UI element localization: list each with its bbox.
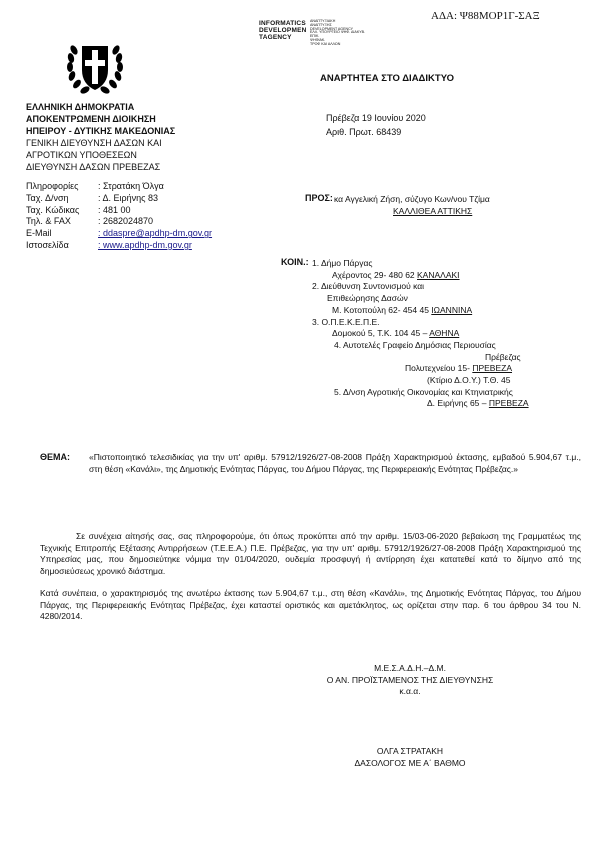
contact-value: : 481 00 (98, 204, 131, 215)
contact-row (26, 181, 212, 193)
koin-recipient-line (312, 398, 529, 410)
agency-logo-line: DEVELOPMEN (259, 27, 307, 34)
koin-line-text: Μ. Κοτοπούλη 62- 454 45 (332, 304, 432, 315)
koin-line-text: 4. Αυτοτελές Γραφείο Δημόσιας Περιουσίας (334, 339, 496, 350)
signatory-name: ΟΛΓΑ ΣΤΡΑΤΑΚΗ (376, 746, 444, 756)
agency-logo-small-line: ΤΡΟΦ ΚΑΙ ΑΛΛΩΝ (310, 41, 341, 46)
contact-label: Ιστοσελίδα (26, 239, 69, 250)
signature-line: Μ.Ε.Σ.Α.Δ.Η.–Δ.Μ. (374, 663, 446, 673)
koin-line-text: Επιθεώρησης Δασών (327, 293, 408, 304)
contact-row (26, 240, 212, 252)
agency-logo-line: INFORMATICS (259, 20, 306, 27)
agency-logo-small-line: ΕΛΛ. ΥΠΟΥΡΓΕΙΟ ΨΗΦ. ΔΙΑΚΥΒ. (310, 30, 366, 35)
agency-logo-small-text (310, 20, 365, 47)
body-paragraph: Σε συνέχεια αίτησής σας, σας πληροφορούμε, ότι όπως προκύπτει από την αριθμ. 15/03-06-2020 βεβαίωση της Γραμματέως της Τεχνικής Επιτροπής Εξέτασης Αντιρρήσεων (Τ.Ε.Ε.Α.) Π.Ε. Πρέβεζας, για την υπ' αριθμ. 57912/1926/27-08-2008 Πράξη Χαρακτηρισμού της Υπηρεσίας μας, που δημοσιεύτηκε νόμιμα την 01/04/2020, ουδεμία προσφυγή ή αντίρρηση έχει κατατεθεί κατά το δίμηνο από της δημοσιεύσεως χρονικό διάστημα. (40, 531, 581, 576)
header-line: ΗΠΕΙΡΟΥ - ΔΥΤΙΚΗΣ ΜΑΚΕΔΟΝΙΑΣ (26, 126, 176, 136)
protocol-number: Αριθ. Πρωτ. 68439 (326, 127, 402, 137)
website-link[interactable]: : www.apdhp-dm.gov.gr (98, 239, 192, 250)
contact-value: : 2682024870 (98, 216, 154, 227)
agency-logo-small-line: ΕΠΙΚ. (310, 34, 320, 39)
koin-recipient-line (312, 375, 529, 387)
signature-block (280, 663, 540, 698)
signature-line: Ο ΑΝ. ΠΡΟΪΣΤΑΜΕΝΟΣ ΤΗΣ ΔΙΕΥΘΥΝΣΗΣ (326, 674, 494, 685)
to-recipient: κα Αγγελική Ζήση, σύζυγο Κων/νου Τζίμα (334, 194, 490, 204)
header-line: ΔΙΕΥΘΥΝΣΗ ΔΑΣΩΝ ΠΡΕΒΕΖΑΣ (26, 162, 161, 172)
document-date: Πρέβεζα 19 Ιουνίου 2020 (326, 113, 426, 123)
koin-line-city: ΠΡΕΒΕΖΑ (472, 363, 513, 374)
koin-line-text: 2. Διεύθυνση Συντονισμού και (312, 281, 425, 292)
contact-label: Τηλ. & FAX (26, 216, 71, 227)
koin-line-text: 3. Ο.Π.Ε.Κ.Ε.Π.Ε. (312, 316, 380, 327)
subject-label: ΘΕΜΑ: (40, 452, 70, 462)
koin-recipient-line (312, 352, 529, 364)
contact-label: Πληροφορίες (26, 181, 79, 191)
agency-logo-small-line: ΨΗΦΙΑΚ. (310, 37, 326, 42)
signatory (280, 746, 540, 769)
koin-recipient-line (312, 363, 529, 375)
authority-header (26, 101, 175, 137)
header-line: ΑΓΡΟΤΙΚΩΝ ΥΠΟΘΕΣΕΩΝ (26, 150, 137, 160)
koin-line-text: Πρέβεζας (485, 351, 521, 362)
koin-recipient-line (312, 305, 529, 317)
koin-line-text: 5. Δ/νση Αγροτικής Οικονομίας και Κτηνιατρικής (334, 386, 513, 397)
contact-label: E-Mail (26, 228, 52, 239)
contact-label: Ταχ. Κώδικας (26, 204, 80, 215)
koin-recipient-line (312, 270, 529, 282)
contact-row (26, 216, 212, 228)
to-city: ΚΑΛΛΙΘΕΑ ΑΤΤΙΚΗΣ (393, 206, 473, 216)
signature-line: κ.α.α. (399, 686, 421, 697)
agency-logo (259, 20, 307, 41)
koin-line-text: (Κτίριο Δ.Ο.Υ.) Τ.Θ. 45 (427, 375, 511, 386)
contact-value: : Δ. Ειρήνης 83 (98, 192, 158, 203)
koin-line-city: ΠΡΕΒΕΖΑ (488, 398, 529, 409)
contact-label: Ταχ. Δ/νση (26, 192, 69, 203)
koin-line-city: ΚΑΝΑΛΑΚΙ (417, 269, 460, 280)
koin-line-text: Δομοκού 5, Τ.Κ. 104 45 – (332, 328, 430, 339)
koin-list (312, 258, 529, 410)
koin-recipient-line (312, 293, 529, 305)
header-line: ΓΕΝΙΚΗ ΔΙΕΥΘΥΝΣΗ ΔΑΣΩΝ ΚΑΙ (26, 138, 162, 148)
koin-recipient-line (312, 387, 529, 399)
agency-logo-small-line: DEVELOPMENT AGENCY (310, 26, 354, 31)
contact-row (26, 193, 212, 205)
koin-line-text: 1. Δήμο Πάργας (312, 258, 373, 268)
ada-code: ΑΔΑ: Ψ88ΜΟΡ1Γ-ΣΑΞ (431, 10, 540, 22)
koin-recipient-line (312, 340, 529, 352)
koin-recipient-line (312, 281, 529, 293)
contact-row (26, 205, 212, 217)
contact-block (26, 181, 212, 252)
email-link[interactable]: : ddaspre@apdhp-dm.gov.gr (98, 228, 213, 239)
header-line: ΕΛΛΗΝΙΚΗ ΔΗΜΟΚΡΑΤΙΑ (26, 102, 135, 112)
department-header (26, 137, 162, 173)
body-paragraph: Κατά συνέπεια, ο χαρακτηρισμός της ανωτέρω έκτασης των 5.904,67 τ.μ., στη θέση «Κανάλι», της Δημοτικής Ενότητας Πάργας, του Δήμου Πάργας, της Περιφερειακής Ενότητας Πρέβεζας, έχει καταστεί οριστικός και αμετάκλητος, ως ορίζεται στην παρ. 6 του άρθρου 34 του Ν. 4280/2014. (40, 588, 581, 622)
signatory-title: ΔΑΣΟΛΟΓΟΣ ΜΕ Α΄ ΒΑΘΜΟ (354, 757, 466, 768)
koin-line-text: Δ. Ειρήνης 65 – (427, 398, 489, 409)
to-label: ΠΡΟΣ: (305, 193, 333, 203)
contact-row (26, 228, 212, 240)
contact-value: : Στρατάκη Όλγα (98, 181, 164, 191)
koin-label: ΚΟΙΝ.: (281, 257, 309, 267)
agency-logo-small-line: ΑΝΑΠΤΥΞΗΣ (310, 22, 332, 27)
koin-line-city: ΙΩΑΝΝΙΝΑ (431, 304, 473, 315)
agency-logo-small-line: ΑΝΑΠΤΥΞΙΑΚΗ (310, 19, 336, 23)
subject-text: «Πιστοποιητικό τελεσιδικίας για την υπ' αριθμ. 57912/1926/27-08-2008 Πράξη Χαρακτηρισμού έκτασης, εμβαδού 5.904,67 τ.μ., στη θέση «Κανάλι», της Δημοτικής Ενότητας Πάργας, του Δήμου Πάργας, της Περιφερειακής Ενότητας Πρέβεζας.» (89, 452, 581, 474)
posting-note: ΑΝΑΡΤΗΤΕΑ ΣΤΟ ΔΙΑΔΙΚΤΥΟ (320, 73, 455, 84)
header-line: ΑΠΟΚΕΝΤΡΩΜΕΝΗ ΔΙΟΙΚΗΣΗ (26, 114, 156, 124)
koin-recipient-line (312, 328, 529, 340)
koin-line-city: ΑΘΗΝΑ (429, 328, 460, 339)
koin-line-text: Αχέροντος 29- 480 62 (332, 269, 418, 280)
koin-line-text: Πολυτεχνείου 15- (405, 363, 473, 374)
greek-coat-of-arms-icon (62, 36, 128, 101)
koin-recipient-line (312, 258, 529, 270)
koin-recipient-line (312, 317, 529, 329)
agency-logo-line: TAGENCY (259, 34, 292, 41)
